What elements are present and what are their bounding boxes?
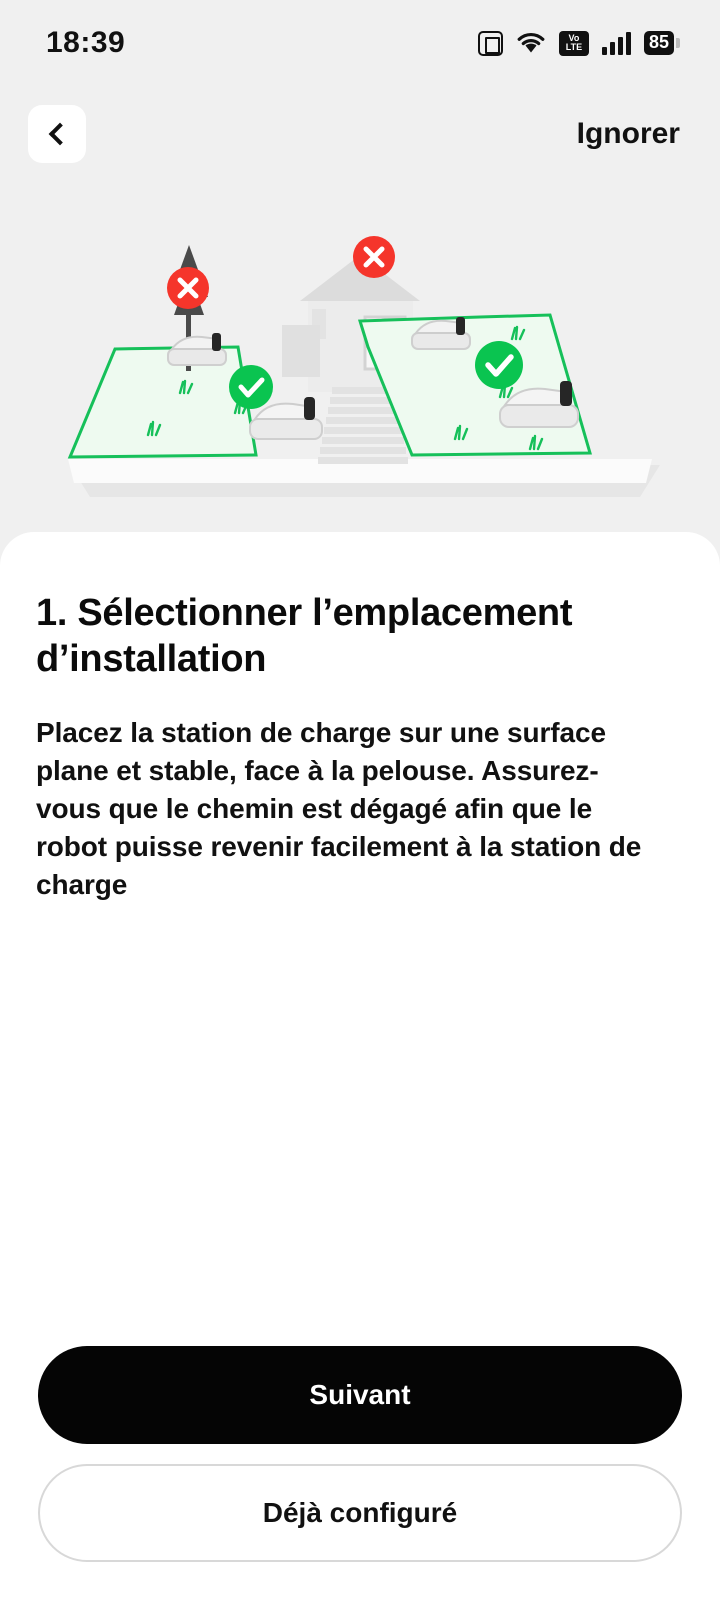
skip-button[interactable]: Ignorer <box>576 117 680 150</box>
status-bar <box>0 0 720 86</box>
sim-card-icon <box>478 31 503 56</box>
page-title: 1. Sélectionner l’emplacement d’installation <box>36 592 573 680</box>
badge-ok-right <box>475 341 523 389</box>
chevron-left-icon <box>48 123 71 146</box>
next-button[interactable]: Suivant <box>38 1346 682 1444</box>
mower-dock-left-bad <box>168 333 226 365</box>
back-button[interactable] <box>28 105 86 163</box>
page-body-text: Placez la station de charge sur une surface plane et stable, face à la pelouse. Assurez-vous que le chemin est dégagé afin que le robot puisse revenir facilement à la station de charge <box>36 717 642 900</box>
volte-icon: Vo LTE <box>559 31 589 56</box>
battery-icon <box>644 31 680 55</box>
status-icons <box>478 31 680 56</box>
signal-bars-icon <box>602 31 631 55</box>
already-configured-button[interactable]: Déjà configuré <box>38 1464 682 1562</box>
wifi-icon <box>516 31 546 55</box>
badge-ok-center <box>229 365 273 409</box>
status-time: 18:39 <box>46 26 126 59</box>
spacer <box>36 904 684 1346</box>
lawn-mower-dock-placement-illustration <box>60 197 660 517</box>
badge-error-top <box>353 236 395 278</box>
badge-error-left <box>167 267 209 309</box>
battery-level-label: 85 <box>644 31 674 55</box>
illustration-area <box>0 182 720 532</box>
content-card <box>0 532 720 1600</box>
top-bar <box>0 86 720 182</box>
